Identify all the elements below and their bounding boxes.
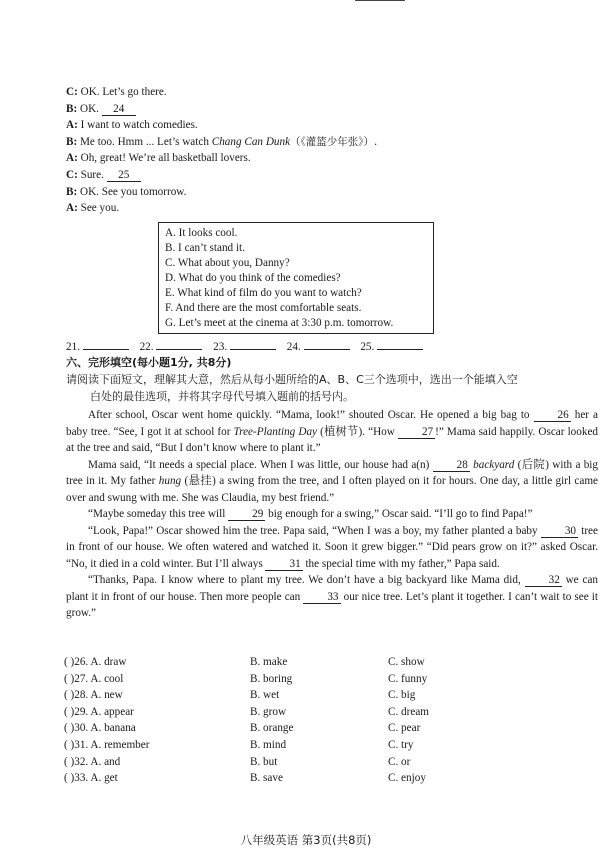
passage-text: our nice tree. Let’s plant it together. I can’t wait to see it grow.” [66,590,598,619]
choice-row [64,737,604,754]
answer-slot[interactable] [287,339,350,355]
choice-b[interactable]: B. boring [250,672,293,685]
choice-b[interactable]: B. make [250,656,288,668]
cloze-blank-29[interactable]: 29 [228,508,265,521]
instruction-line: 请阅读下面短文，理解其大意，然后从每小题所给的A、B、C三个选项中，选出一个能填入空 [66,373,518,386]
option-item: G. Let’s meet at the cinema at 3:30 p.m. tomorrow. [165,317,394,329]
answer-slot[interactable] [213,339,276,355]
choice-a[interactable]: ( )26. A. draw [64,656,127,668]
passage-text: “Look, Papa!” Oscar showed him the tree. Papa said, “When I was a boy, my father planted a baby [88,524,541,537]
choice-a[interactable]: ( )29. A. appear [64,705,134,718]
answer-slot[interactable] [140,339,203,355]
dialogue-block [66,84,586,217]
passage-italic: Tree-Planting Day [233,425,318,438]
answer-line[interactable] [156,339,202,350]
option-item: A. It looks cool. [165,227,238,239]
dialogue-text: Sure. [77,168,107,181]
passage-paragraph [66,407,598,457]
dialogue-line [66,101,586,118]
options-box [158,222,434,334]
section-instruction [66,372,596,405]
choice-b[interactable]: B. save [250,772,283,785]
answer-blank-24[interactable]: 24 [102,103,136,116]
cloze-blank-26[interactable]: 26 [534,409,571,422]
passage-italic: backyard [473,458,515,471]
answer-slot[interactable] [66,339,129,355]
answer-slot[interactable] [360,339,423,355]
choice-a[interactable]: ( )31. A. remember [64,738,150,751]
answer-line[interactable] [304,339,350,350]
answer-line[interactable] [230,339,276,350]
top-edge-mark [355,0,405,5]
choice-b[interactable]: B. grow [250,705,287,718]
choice-b[interactable]: B. orange [250,722,294,735]
choice-a[interactable]: ( )28. A. new [64,689,123,702]
passage-text: tree in front of our house. We often watered and watched it. Soon it grew bigger.” “Did pears grow on it?” asked Oscar. “No, it died in a cold winter. But I’ll always [66,524,598,570]
speaker-label: C: [66,86,78,98]
dialogue-line [66,117,586,134]
answer-number: 23. [213,341,228,353]
option-item: E. What kind of film do you want to watch? [165,287,362,299]
cloze-blank-32[interactable]: 32 [525,574,562,587]
choice-row [64,754,604,771]
choice-row [64,770,604,787]
choice-a[interactable]: ( )27. A. cool [64,672,124,685]
choice-row [64,671,604,688]
passage-text: we can plant it in front of our house. Then more people can [66,574,598,603]
choice-row [64,687,604,704]
option-item: C. What about you, Danny? [165,257,290,269]
choice-c[interactable]: C. enjoy [388,772,426,785]
passage-text: (植树节). “How [317,425,398,438]
answer-row [66,339,431,355]
cloze-blank-31[interactable]: 31 [265,558,302,571]
cloze-passage [66,407,598,622]
dialogue-text: I want to watch comedies. [77,119,198,132]
movie-title-chinese: （《灌篮少年张》）. [290,135,378,148]
choice-row [64,704,604,721]
movie-title: Chang Can Dunk [211,135,291,148]
choice-c[interactable]: C. show [388,656,425,668]
dialogue-text: OK. [77,102,102,115]
choice-a[interactable]: ( )32. A. and [64,755,121,768]
dialogue-line [66,84,586,101]
dialogue-text: OK. Let’s go there. [77,86,167,98]
answer-blank-25[interactable]: 25 [107,169,141,182]
dialogue-line [66,150,586,167]
answer-line[interactable] [377,339,423,350]
choice-c[interactable]: C. big [388,689,416,702]
passage-paragraph [66,457,598,507]
speaker-label: A: [66,202,78,215]
choice-list [64,654,604,787]
choice-c[interactable]: C. funny [388,672,428,685]
passage-paragraph [66,572,598,622]
passage-text: (悬挂) a swing from the tree, and I often played on it for hours. One day, a little girl came over and swung with me. She was Claudia, my best friend.” [66,475,598,504]
passage-text: (后院) with a big tree in it. My father [66,458,598,487]
choice-c[interactable]: C. try [388,738,414,751]
answer-number: 24. [286,341,301,353]
dialogue-text: See you. [77,202,120,215]
choice-a[interactable]: ( )30. A. banana [64,722,136,735]
speaker-label: A: [66,119,78,132]
dialogue-text: OK. See you tomorrow. [77,185,187,198]
answer-number: 22. [139,341,154,353]
speaker-label: C: [66,168,78,181]
choice-row [64,720,604,737]
choice-row [64,654,604,671]
choice-b[interactable]: B. mind [250,738,287,751]
passage-text: !” Mama said happily. Oscar looked at the tree and said, “But I don’t know where to plant it.” [66,425,599,454]
instruction-line: 白处的最佳选项，并将其字母代号填入题前的括号内。 [90,389,354,403]
answer-number: 21. [66,341,80,353]
dialogue-text: Me too. Hmm ... Let’s watch [77,135,212,148]
option-item: B. I can’t stand it. [165,242,245,254]
passage-paragraph [66,506,598,523]
passage-text: big enough for a swing,” Oscar said. “I’ll go to find Papa!” [265,508,533,520]
dialogue-line [66,134,586,151]
dialogue-line [66,200,586,217]
passage-text: the special time with my father,” Papa said. [302,557,500,570]
cloze-blank-33[interactable]: 33 [303,591,340,604]
choice-c[interactable]: C. or [388,755,411,768]
speaker-label: B: [66,102,78,115]
dialogue-line [66,184,586,201]
answer-line[interactable] [83,339,129,350]
cloze-blank-28[interactable]: 28 [433,459,470,472]
passage-italic: hung [158,475,182,487]
passage-text: “Thanks, Papa. I know where to plant my tree. We don’t have a big backyard like Mama did, [88,574,525,586]
passage-text: “Maybe someday this tree will [88,508,229,520]
passage-text: Mama said, “It needs a special place. When I was little, our house had a(n) [88,458,433,471]
dialogue-line [66,167,586,184]
cloze-blank-27[interactable]: 27 [398,426,435,439]
choice-a[interactable]: ( )33. A. get [64,772,118,785]
option-item: D. What do you think of the comedies? [165,272,341,284]
option-item: F. And there are the most comfortable seats. [165,302,362,314]
passage-text: her a baby tree. “See, I got it at school for [66,409,598,438]
speaker-label: B: [66,185,78,198]
choice-b[interactable]: B. but [250,755,278,768]
passage-paragraph [66,523,598,573]
choice-c[interactable]: C. dream [388,705,430,718]
section-title: 六、完形填空(每小题1分, 共8分) [66,356,232,369]
cloze-blank-30[interactable]: 30 [541,525,578,538]
choice-c[interactable]: C. pear [388,722,421,735]
page-footer: 八年级英语 第3页(共8页) [240,833,372,847]
passage-text: After school, Oscar went home quickly. “Mama, look!” shouted Oscar. He opened a big bag to [88,409,534,421]
choice-b[interactable]: B. wet [250,689,280,702]
speaker-label: A: [66,152,78,165]
dialogue-text: Oh, great! We’re all basketball lovers. [77,152,251,165]
speaker-label: B: [66,135,78,148]
answer-number: 25. [360,341,375,353]
